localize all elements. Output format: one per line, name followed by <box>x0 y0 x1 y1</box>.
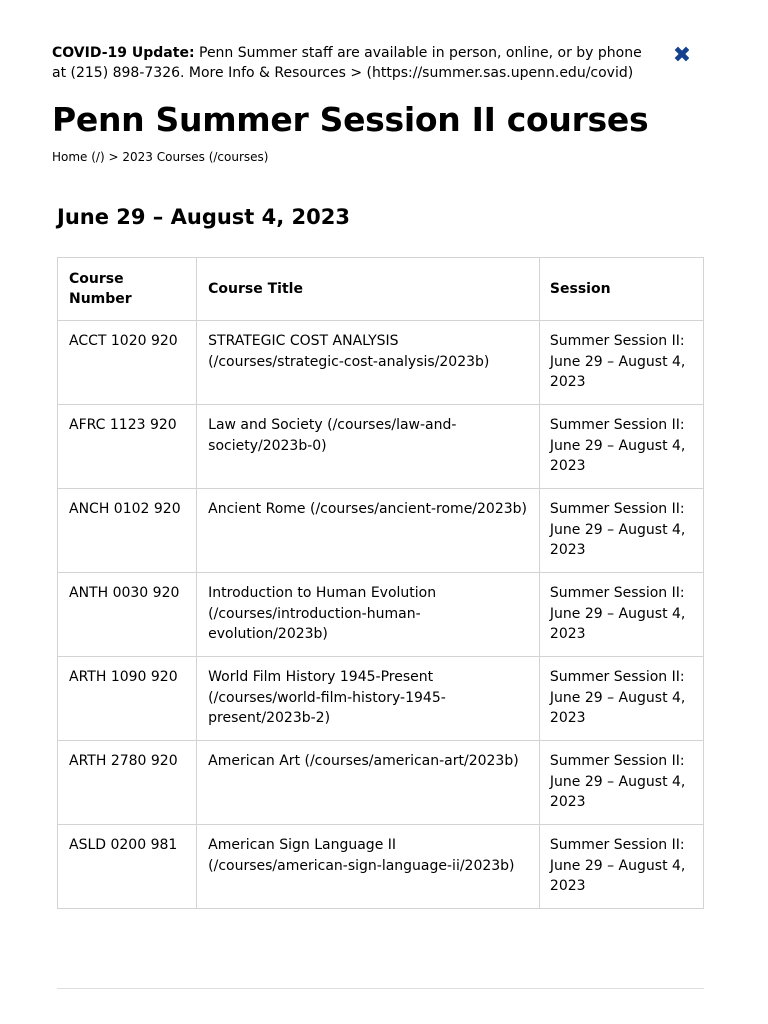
covid-alert-banner <box>52 43 652 83</box>
breadcrumb-home-link[interactable]: Home (/) <box>52 150 105 164</box>
header-session: Session <box>539 258 703 321</box>
course-title-link[interactable]: Introduction to Human Evolution (/courses/introduction-human-evolution/2023b) <box>208 585 437 642</box>
course-title-link[interactable]: World Film History 1945-Present (/courses/world-film-history-1945-present/2023b-2) <box>208 669 446 726</box>
course-number-cell: AFRC 1123 920 <box>58 405 197 489</box>
table-row <box>58 573 704 657</box>
course-number-cell: ARTH 1090 920 <box>58 657 197 741</box>
session-cell: Summer Session II: June 29 – August 4, 2023 <box>539 321 703 405</box>
course-number-cell: ANTH 0030 920 <box>58 573 197 657</box>
course-number-cell: ARTH 2780 920 <box>58 741 197 825</box>
section-heading: June 29 – August 4, 2023 <box>57 205 350 229</box>
footer-divider <box>57 988 704 989</box>
table-row <box>58 405 704 489</box>
header-course-title: Course Title <box>197 258 540 321</box>
course-number-cell: ANCH 0102 920 <box>58 489 197 573</box>
header-course-number: Course Number <box>58 258 197 321</box>
course-title-link[interactable]: STRATEGIC COST ANALYSIS (/courses/strategic-cost-analysis/2023b) <box>208 333 490 370</box>
table-row <box>58 321 704 405</box>
course-title-link[interactable]: Ancient Rome (/courses/ancient-rome/2023b) <box>208 501 527 517</box>
table-row <box>58 657 704 741</box>
session-cell: Summer Session II: June 29 – August 4, 2023 <box>539 825 703 909</box>
course-title-link[interactable]: American Art (/courses/american-art/2023b) <box>208 753 519 769</box>
table-row <box>58 825 704 909</box>
course-number-cell: ASLD 0200 981 <box>58 825 197 909</box>
page-title: Penn Summer Session II courses <box>52 100 649 139</box>
alert-label: COVID-19 Update: <box>52 45 195 61</box>
table-row <box>58 741 704 825</box>
courses-table <box>57 257 704 909</box>
breadcrumb-separator: > <box>108 150 119 164</box>
table-row <box>58 489 704 573</box>
table-header-row <box>58 258 704 321</box>
alert-message[interactable]: Penn Summer staff are available in person, online, or by phone at (215) 898-7326. More Info & Resources > (https://summer.sas.upenn.edu/covid) <box>52 45 642 81</box>
course-number-cell: ACCT 1020 920 <box>58 321 197 405</box>
breadcrumb-courses-link[interactable]: 2023 Courses (/courses) <box>122 150 269 164</box>
course-title-link[interactable]: Law and Society (/courses/law-and-society/2023b-0) <box>208 417 457 454</box>
breadcrumb <box>52 148 268 166</box>
course-title-link[interactable]: American Sign Language II (/courses/american-sign-language-ii/2023b) <box>208 837 515 874</box>
session-cell: Summer Session II: June 29 – August 4, 2023 <box>539 573 703 657</box>
session-cell: Summer Session II: June 29 – August 4, 2023 <box>539 489 703 573</box>
session-cell: Summer Session II: June 29 – August 4, 2023 <box>539 741 703 825</box>
session-cell: Summer Session II: June 29 – August 4, 2023 <box>539 657 703 741</box>
session-cell: Summer Session II: June 29 – August 4, 2023 <box>539 405 703 489</box>
close-icon[interactable]: ✖ <box>672 43 692 68</box>
